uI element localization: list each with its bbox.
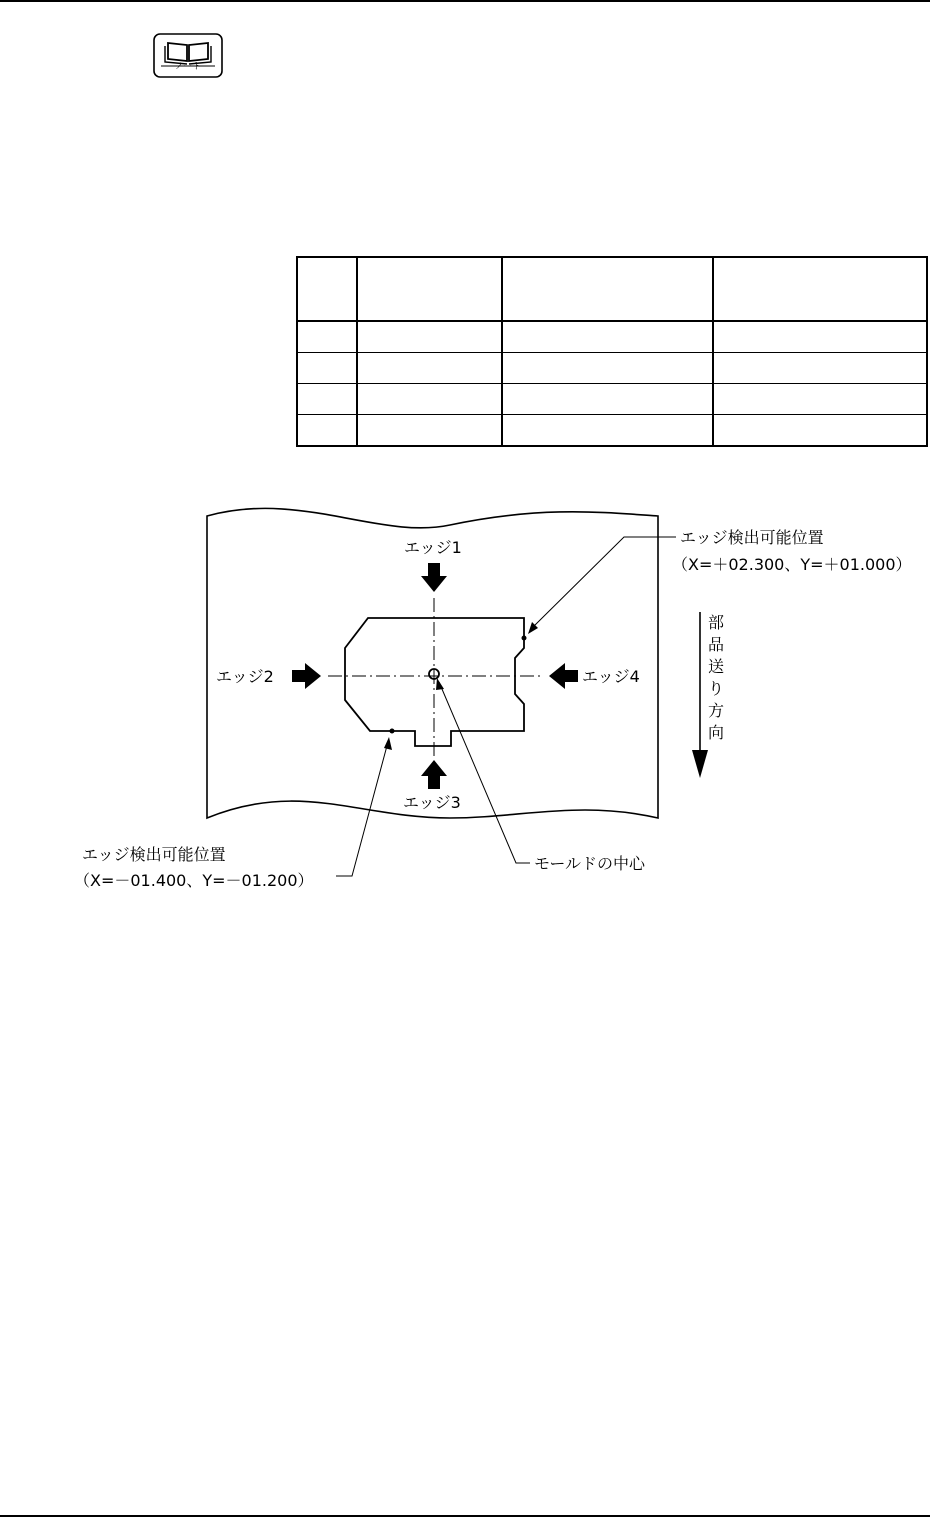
detect-coords-2: （X=－01.400、Y=－01.200） xyxy=(74,871,314,890)
edge4-arrow-icon xyxy=(549,663,578,689)
detect-coords-1: （X=＋02.300、Y=＋01.000） xyxy=(672,555,912,574)
leader-line-detect-1 xyxy=(532,537,676,628)
detect-point-2 xyxy=(390,729,395,734)
feed-direction-char: 部 xyxy=(708,613,725,632)
edge3-label: エッジ3 xyxy=(403,793,461,812)
leader-line-mold-center xyxy=(439,682,530,863)
edge1-arrow-icon xyxy=(421,563,447,592)
edge2-arrow-icon xyxy=(292,663,321,689)
detect-label-1: エッジ検出可能位置 xyxy=(680,528,824,547)
feed-direction-char: 向 xyxy=(708,723,725,742)
edge4-label: エッジ4 xyxy=(582,667,640,686)
detect-point-1 xyxy=(522,636,527,641)
feed-direction-char: 品 xyxy=(708,635,725,654)
feed-direction-char: 送 xyxy=(708,657,725,676)
edge2-label: エッジ2 xyxy=(216,667,274,686)
note-label: ノート xyxy=(174,62,202,72)
feed-direction-char: 方 xyxy=(708,701,725,720)
bottom-rule xyxy=(0,1515,930,1517)
feed-direction-arrow-icon xyxy=(692,750,708,778)
edge3-arrow-icon xyxy=(421,760,447,789)
leader-arrowhead-icon xyxy=(384,737,392,750)
feed-direction-char: り xyxy=(708,679,725,698)
mold-center-label: モールドの中心 xyxy=(534,854,646,873)
edge1-label: エッジ1 xyxy=(404,538,462,557)
leader-arrowhead-icon xyxy=(436,678,444,690)
detect-label-2: エッジ検出可能位置 xyxy=(82,845,226,864)
